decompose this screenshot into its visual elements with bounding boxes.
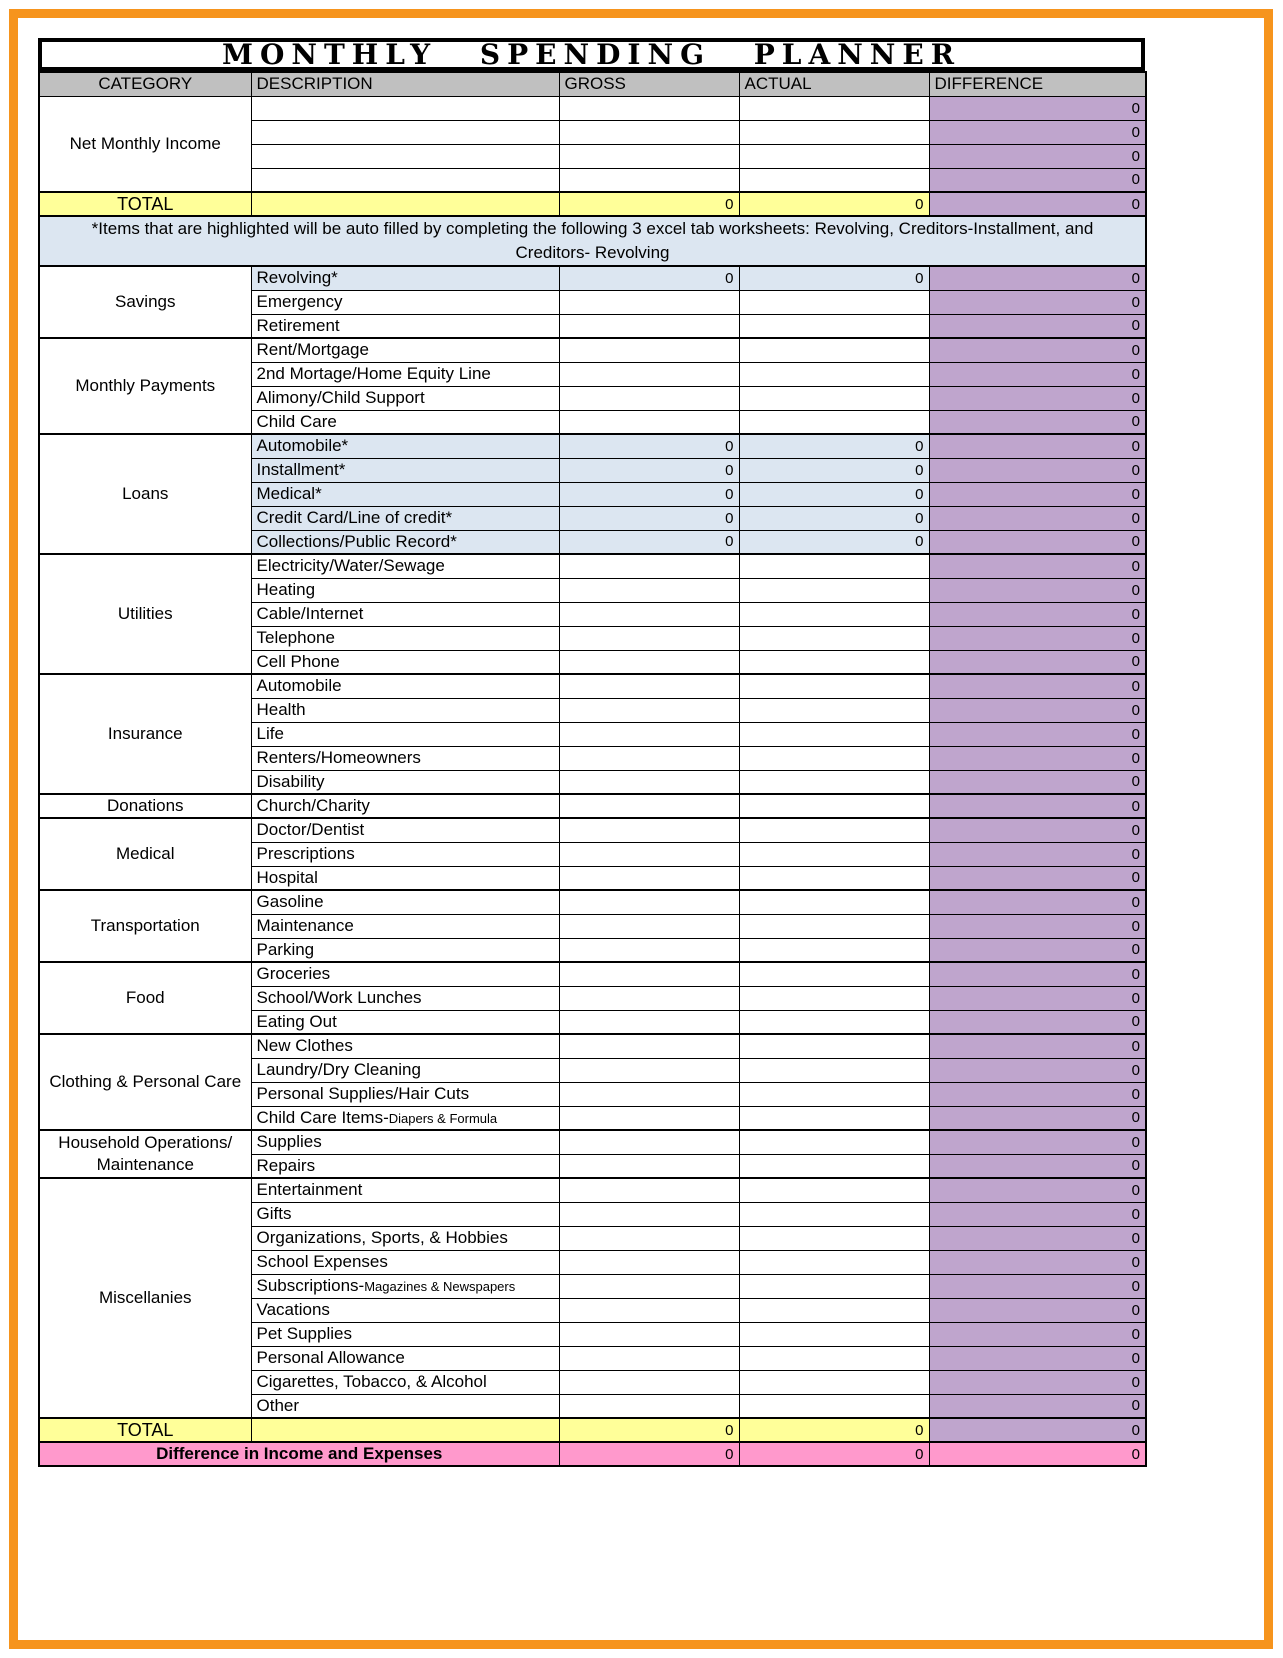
actual-cell: 0 [739,266,929,290]
gross-cell [559,120,739,144]
difference-cell: 0 [929,914,1146,938]
actual-cell [739,120,929,144]
actual-cell: 0 [739,458,929,482]
description-cell [251,168,559,192]
gross-cell [559,602,739,626]
difference-cell: 0 [929,290,1146,314]
column-header-category: CATEGORY [39,72,251,96]
category-cell: Transportation [39,890,251,962]
description-cell: Cigarettes, Tobacco, & Alcohol [251,1370,559,1394]
category-cell: Loans [39,434,251,554]
actual-cell: 0 [739,1442,929,1466]
description-cell [251,120,559,144]
description-cell: Child Care [251,410,559,434]
actual-cell [739,818,929,842]
table-row [39,554,1146,578]
category-cell: Savings [39,266,251,338]
gross-cell [559,698,739,722]
difference-cell: 0 [929,1442,1146,1466]
gross-cell [559,650,739,674]
difference-cell: 0 [929,338,1146,362]
actual-cell [739,842,929,866]
actual-cell [739,290,929,314]
description-cell: Laundry/Dry Cleaning [251,1058,559,1082]
actual-cell: 0 [739,506,929,530]
difference-cell: 0 [929,554,1146,578]
description-suffix: Magazines & Newspapers [364,1279,516,1294]
description-cell: Medical* [251,482,559,506]
description-cell: School Expenses [251,1250,559,1274]
table-row [39,1442,1146,1466]
actual-cell: 0 [739,1418,929,1442]
description-cell: Other [251,1394,559,1418]
description-cell: New Clothes [251,1034,559,1058]
gross-cell [559,1202,739,1226]
difference-cell: 0 [929,1322,1146,1346]
actual-cell [739,1346,929,1370]
difference-cell: 0 [929,144,1146,168]
difference-cell: 0 [929,458,1146,482]
difference-cell: 0 [929,986,1146,1010]
actual-cell [739,602,929,626]
description-cell: Repairs [251,1154,559,1178]
total-label: TOTAL [39,1418,251,1442]
category-cell: Net Monthly Income [39,96,251,192]
gross-cell [559,1010,739,1034]
final-label: Difference in Income and Expenses [39,1442,559,1466]
gross-cell [559,1298,739,1322]
description-cell: Hospital [251,866,559,890]
actual-cell: 0 [739,530,929,554]
category-cell: Monthly Payments [39,338,251,434]
gross-cell [559,1226,739,1250]
category-cell: Clothing & Personal Care [39,1034,251,1130]
gross-cell: 0 [559,434,739,458]
description-cell: Organizations, Sports, & Hobbies [251,1226,559,1250]
gross-cell [559,1370,739,1394]
description-cell: Credit Card/Line of credit* [251,506,559,530]
description-cell: Rent/Mortgage [251,338,559,362]
description-cell: Prescriptions [251,842,559,866]
note-row: *Items that are highlighted will be auto filled by completing the following 3 excel tab worksheets: Revolving, Creditors-Installment, and Creditors- Revolving [39,216,1146,266]
description-cell: Automobile [251,674,559,698]
difference-cell: 0 [929,1394,1146,1418]
gross-cell: 0 [559,1442,739,1466]
description-cell: Electricity/Water/Sewage [251,554,559,578]
description-cell: Alimony/Child Support [251,386,559,410]
actual-cell [739,722,929,746]
gross-cell: 0 [559,482,739,506]
difference-cell: 0 [929,866,1146,890]
table-row [39,962,1146,986]
gross-cell [559,962,739,986]
category-cell: Miscellanies [39,1178,251,1418]
difference-cell: 0 [929,96,1146,120]
description-cell: Telephone [251,626,559,650]
gross-cell: 0 [559,458,739,482]
actual-cell [739,1202,929,1226]
description-cell: Maintenance [251,914,559,938]
gross-cell [559,866,739,890]
difference-cell: 0 [929,1130,1146,1154]
table-row [39,192,1146,216]
gross-cell [559,168,739,192]
difference-cell: 0 [929,192,1146,216]
gross-cell [559,746,739,770]
actual-cell [739,314,929,338]
gross-cell [559,1154,739,1178]
gross-cell [559,1322,739,1346]
table-row [39,216,1146,266]
actual-cell [739,144,929,168]
table-row [39,674,1146,698]
actual-cell [739,866,929,890]
description-cell: Cable/Internet [251,602,559,626]
gross-cell [559,818,739,842]
actual-cell [739,1130,929,1154]
description-cell: Child Care Items-Diapers & Formula [251,1106,559,1130]
description-cell: Pet Supplies [251,1322,559,1346]
difference-cell: 0 [929,1178,1146,1202]
actual-cell [739,1010,929,1034]
gross-cell [559,914,739,938]
difference-cell: 0 [929,168,1146,192]
description-cell [251,192,559,216]
actual-cell [739,1106,929,1130]
difference-cell: 0 [929,842,1146,866]
description-cell [251,1418,559,1442]
actual-cell [739,386,929,410]
category-cell: Food [39,962,251,1034]
gross-cell [559,338,739,362]
description-cell: Subscriptions-Magazines & Newspapers [251,1274,559,1298]
gross-cell [559,722,739,746]
difference-cell: 0 [929,602,1146,626]
total-label: TOTAL [39,192,251,216]
description-cell: Groceries [251,962,559,986]
difference-cell: 0 [929,1298,1146,1322]
gross-cell [559,794,739,818]
category-cell: Medical [39,818,251,890]
actual-cell [739,914,929,938]
table-row [39,890,1146,914]
actual-cell [739,1082,929,1106]
gross-cell: 0 [559,192,739,216]
difference-cell: 0 [929,794,1146,818]
difference-cell: 0 [929,266,1146,290]
gross-cell [559,554,739,578]
description-cell: Emergency [251,290,559,314]
difference-cell: 0 [929,120,1146,144]
actual-cell [739,770,929,794]
description-cell: Renters/Homeowners [251,746,559,770]
gross-cell [559,986,739,1010]
actual-cell [739,338,929,362]
actual-cell [739,626,929,650]
difference-cell: 0 [929,1058,1146,1082]
description-suffix: Diapers & Formula [388,1110,498,1126]
table-row [39,818,1146,842]
description-cell: Personal Allowance [251,1346,559,1370]
difference-cell: 0 [929,434,1146,458]
category-cell: Household Operations/ Maintenance [39,1130,251,1178]
difference-cell: 0 [929,1082,1146,1106]
gross-cell [559,410,739,434]
difference-cell: 0 [929,362,1146,386]
gross-cell: 0 [559,530,739,554]
description-cell: Supplies [251,1130,559,1154]
gross-cell [559,314,739,338]
gross-cell: 0 [559,506,739,530]
actual-cell [739,1034,929,1058]
description-cell: Collections/Public Record* [251,530,559,554]
planner-table [38,71,1147,1467]
gross-cell [559,144,739,168]
actual-cell [739,698,929,722]
difference-cell: 0 [929,1370,1146,1394]
actual-cell [739,794,929,818]
description-cell: Gifts [251,1202,559,1226]
gross-cell [559,770,739,794]
actual-cell [739,746,929,770]
description-cell: Disability [251,770,559,794]
table-row [39,96,1146,120]
difference-cell: 0 [929,482,1146,506]
category-cell: Donations [39,794,251,818]
description-cell: Automobile* [251,434,559,458]
gross-cell [559,1346,739,1370]
actual-cell [739,890,929,914]
description-cell: Health [251,698,559,722]
difference-cell: 0 [929,578,1146,602]
table-row [39,338,1146,362]
description-cell: Retirement [251,314,559,338]
description-cell: Doctor/Dentist [251,818,559,842]
gross-cell [559,1106,739,1130]
difference-cell: 0 [929,1274,1146,1298]
gross-cell [559,290,739,314]
difference-cell: 0 [929,962,1146,986]
gross-cell [559,1250,739,1274]
actual-cell [739,674,929,698]
actual-cell [739,1322,929,1346]
actual-cell [739,986,929,1010]
difference-cell: 0 [929,314,1146,338]
description-cell: Eating Out [251,1010,559,1034]
gross-cell [559,1130,739,1154]
actual-cell [739,1154,929,1178]
difference-cell: 0 [929,890,1146,914]
description-cell: Vacations [251,1298,559,1322]
gross-cell [559,674,739,698]
actual-cell [739,962,929,986]
difference-cell: 0 [929,1034,1146,1058]
description-cell: Revolving* [251,266,559,290]
table-row [39,1178,1146,1202]
actual-cell [739,362,929,386]
description-cell: Entertainment [251,1178,559,1202]
difference-cell: 0 [929,506,1146,530]
difference-cell: 0 [929,770,1146,794]
actual-cell: 0 [739,482,929,506]
actual-cell [739,650,929,674]
actual-cell [739,554,929,578]
table-row [39,794,1146,818]
gross-cell [559,578,739,602]
difference-cell: 0 [929,674,1146,698]
description-cell: Parking [251,938,559,962]
gross-cell [559,1058,739,1082]
description-cell: Gasoline [251,890,559,914]
actual-cell [739,410,929,434]
gross-cell [559,1082,739,1106]
description-cell [251,144,559,168]
difference-cell: 0 [929,386,1146,410]
gross-cell [559,1034,739,1058]
column-header-gross: GROSS [559,72,739,96]
category-cell: Utilities [39,554,251,674]
difference-cell: 0 [929,1418,1146,1442]
difference-cell: 0 [929,1106,1146,1130]
column-header-difference: DIFFERENCE [929,72,1146,96]
actual-cell [739,168,929,192]
difference-cell: 0 [929,818,1146,842]
column-header-description: DESCRIPTION [251,72,559,96]
page-title: MONTHLY SPENDING PLANNER [38,38,1145,71]
description-cell [251,96,559,120]
difference-cell: 0 [929,698,1146,722]
gross-cell [559,938,739,962]
gross-cell [559,626,739,650]
difference-cell: 0 [929,746,1146,770]
gross-cell: 0 [559,1418,739,1442]
actual-cell [739,578,929,602]
table-row [39,1034,1146,1058]
table-row [39,1130,1146,1154]
description-cell: Life [251,722,559,746]
gross-cell [559,386,739,410]
gross-cell [559,1394,739,1418]
difference-cell: 0 [929,410,1146,434]
table-row [39,266,1146,290]
difference-cell: 0 [929,1250,1146,1274]
gross-cell [559,362,739,386]
gross-cell [559,96,739,120]
difference-cell: 0 [929,1010,1146,1034]
gross-cell [559,890,739,914]
table-row [39,72,1146,96]
actual-cell [739,1274,929,1298]
difference-cell: 0 [929,650,1146,674]
actual-cell [739,1298,929,1322]
actual-cell: 0 [739,434,929,458]
actual-cell [739,1250,929,1274]
description-cell: School/Work Lunches [251,986,559,1010]
difference-cell: 0 [929,938,1146,962]
difference-cell: 0 [929,626,1146,650]
actual-cell [739,938,929,962]
difference-cell: 0 [929,1154,1146,1178]
gross-cell [559,1274,739,1298]
difference-cell: 0 [929,1226,1146,1250]
actual-cell [739,1370,929,1394]
actual-cell [739,1058,929,1082]
actual-cell [739,1394,929,1418]
difference-cell: 0 [929,1202,1146,1226]
column-header-actual: ACTUAL [739,72,929,96]
actual-cell: 0 [739,192,929,216]
description-cell: Heating [251,578,559,602]
difference-cell: 0 [929,530,1146,554]
gross-cell [559,842,739,866]
category-cell: Insurance [39,674,251,794]
actual-cell [739,1226,929,1250]
gross-cell: 0 [559,266,739,290]
table-row [39,434,1146,458]
planner-sheet [38,38,1145,1467]
table-row [39,1418,1146,1442]
difference-cell: 0 [929,722,1146,746]
difference-cell: 0 [929,1346,1146,1370]
description-cell: Cell Phone [251,650,559,674]
description-cell: 2nd Mortage/Home Equity Line [251,362,559,386]
description-cell: Church/Charity [251,794,559,818]
actual-cell [739,1178,929,1202]
actual-cell [739,96,929,120]
description-cell: Personal Supplies/Hair Cuts [251,1082,559,1106]
description-cell: Installment* [251,458,559,482]
gross-cell [559,1178,739,1202]
